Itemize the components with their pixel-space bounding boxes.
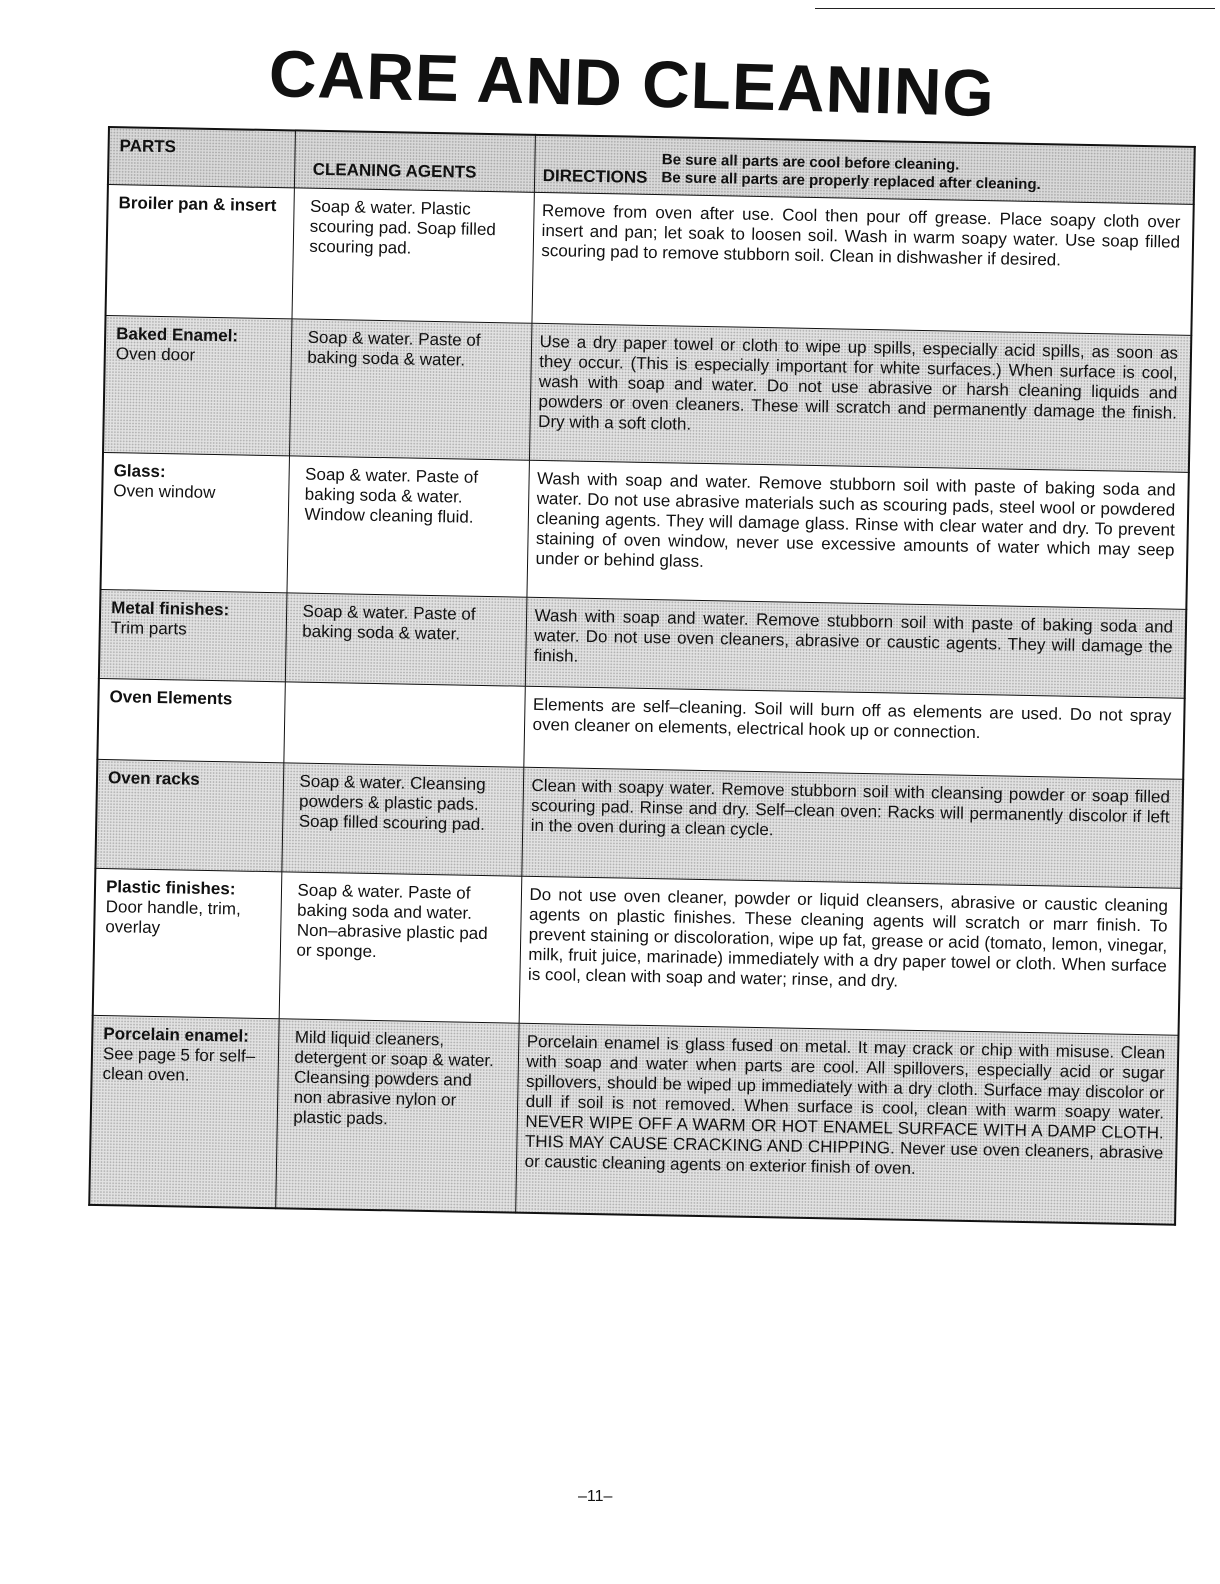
- cleaning-agents-cell: Soap & water. Paste of baking soda & water.: [285, 593, 527, 686]
- part-name: Metal finishes:: [111, 598, 230, 620]
- part-detail: Oven door: [115, 344, 196, 365]
- header-cleaning-agents: CLEANING AGENTS: [294, 130, 535, 192]
- header-directions-label: DIRECTIONS: [542, 165, 648, 187]
- header-note-line1: Be sure all parts are cool before cleaning.: [661, 150, 960, 174]
- page-number: –11–: [578, 1488, 613, 1505]
- header-note: [661, 151, 1041, 195]
- directions-cell: Use a dry paper towel or cloth to wipe up spills, especially acid spills, as soon as they occur. (This is especially important for white surfaces.) When surface is cool, wash with soap and water. Do not use abrasive or harsh cleaning liquids and powders or oven cleaners. These will scratch and permanently damage the finish. Dry with a soft cloth.: [529, 323, 1191, 472]
- header-parts: PARTS: [108, 127, 295, 188]
- cleaning-agents-cell: Soap & water. Cleansing powders & plastic pads. Soap filled scouring pad.: [281, 763, 523, 876]
- part-name: Oven racks: [107, 768, 200, 789]
- part-detail: Trim parts: [110, 618, 187, 639]
- part-detail: See page 5 for self–clean oven.: [102, 1044, 256, 1085]
- part-name: Porcelain enamel:: [103, 1024, 250, 1046]
- part-cell: [103, 315, 291, 455]
- part-cell: [93, 868, 282, 1018]
- part-name: Plastic finishes:: [105, 877, 236, 899]
- part-cell: [99, 589, 287, 681]
- part-cell: [101, 452, 289, 592]
- cleaning-agents-cell: Soap & water. Paste of baking soda & water.: [289, 319, 531, 460]
- part-name: Glass:: [113, 461, 166, 482]
- directions-cell: Elements are self–cleaning. Soil will burn off as elements are used. Do not spray oven cleaner on elements, electrical hook up or connection.: [523, 686, 1184, 779]
- cleaning-agents-cell: Soap & water. Plastic scouring pad. Soap filled scouring pad.: [291, 188, 533, 323]
- directions-cell: Porcelain enamel is glass fused on metal. It may crack or chip with misuse. Clean with soap and water when parts are cool. All spillovers, especially acid or sugar spillovers, should be wiped up immediately with a dry cloth. Surface may discolor or dull if soil is not removed. When surface is cool, clean with warm soapy water. NEVER WIPE OFF A WARM OR HOT ENAMEL SURFACE WITH A DAMP CLOTH. THIS MAY CAUSE CRACKING AND CHIPPING. Never use oven cleaners, abrasive or caustic cleaning agents on exterior finish of oven.: [515, 1023, 1178, 1225]
- table-row: [103, 315, 1191, 472]
- cleaning-agents-cell: Soap & water. Paste of baking soda & water. Window cleaning fluid.: [286, 456, 528, 597]
- cleaning-agents-cell: Mild liquid cleaners, detergent or soap & water. Cleansing powders and non abrasive nylon or plastic pads.: [275, 1019, 518, 1213]
- directions-cell: Wash with soap and water. Remove stubborn soil with paste of baking soda and water. Do not use abrasive materials such as scouring pads, steel wool or powdered cleaning agents. They will damage glass. Rinse with clear water and dry. To prevent staining of oven window, never use excessive amounts of water which may seep under or behind glass.: [526, 460, 1188, 609]
- table-row: [101, 452, 1189, 609]
- part-name: Oven Elements: [109, 687, 233, 709]
- care-cleaning-table: [88, 126, 1196, 1226]
- table-row: [106, 185, 1194, 336]
- top-rule: [815, 8, 1215, 9]
- part-cell: [106, 185, 294, 319]
- directions-cell: Clean with soapy water. Remove stubborn soil with cleansing powder or soap filled scouring pad. Rinse and dry. Self–clean oven: Racks will permanently discolor if left in the oven during a clean cycle.: [521, 767, 1183, 888]
- directions-cell: Remove from oven after use. Cool then pour off grease. Place soapy cloth over insert and pan; let soak to loosen soil. Wash in warm soapy water. Use soap filled scouring pad to remove stubborn soil. Clean in dishwasher if desired.: [531, 192, 1193, 335]
- page-title: CARE AND CLEANING: [268, 36, 996, 131]
- cleaning-agents-cell: Soap & water. Paste of baking soda and water. Non–abrasive plastic pad or sponge.: [279, 872, 522, 1023]
- part-detail: Door handle, trim, overlay: [105, 897, 241, 938]
- part-cell: [89, 1015, 278, 1208]
- table-row: [95, 759, 1183, 888]
- part-detail: Oven window: [113, 481, 216, 503]
- cleaning-agents-cell: [283, 682, 524, 767]
- directions-cell: Do not use oven cleaner, powder or liquid cleansers, abrasive or caustic cleaning agents on plastic finishes. These cleaning agents will scratch or marr finish. To prevent staining or discoloration, wipe up fat, grease or acid (tomato, lemon, vinegar, milk, fruit juice, marinade) immediately with a dry paper towel or cloth. When surface is cool, clean with soap and water; rinse, and dry.: [519, 876, 1182, 1035]
- part-cell: [95, 759, 283, 871]
- table-row: [93, 868, 1182, 1035]
- part-name: Broiler pan & insert: [118, 193, 277, 216]
- directions-cell: Wash with soap and water. Remove stubborn soil with paste of baking soda and water. Do not use oven cleaners, abrasive or caustic agents. They will damage the finish.: [525, 597, 1187, 698]
- table-row: [89, 1015, 1178, 1224]
- part-name: Baked Enamel:: [116, 324, 239, 346]
- header-note-line2: Be sure all parts are properly replaced after cleaning.: [661, 169, 1041, 194]
- part-cell: [97, 678, 284, 762]
